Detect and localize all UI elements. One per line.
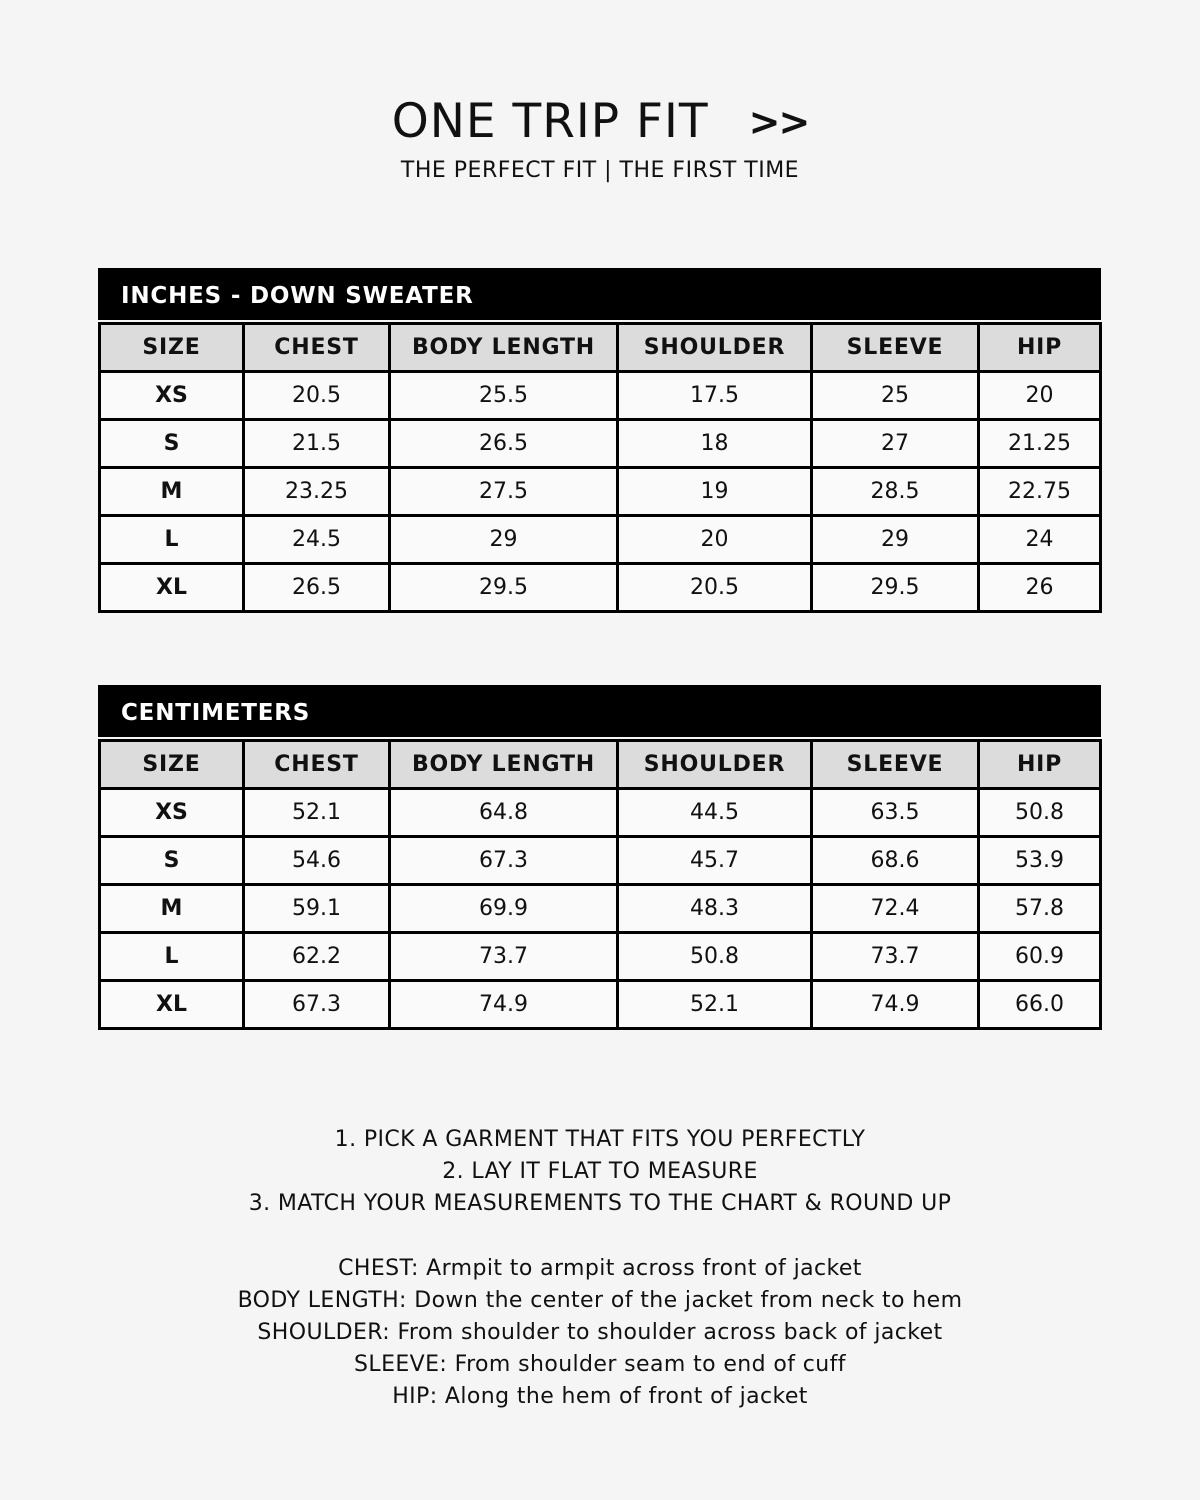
- hip-cell: 66.0: [979, 981, 1101, 1029]
- table-row: [100, 372, 1101, 420]
- shoulder-cell: 45.7: [618, 837, 812, 885]
- chest-cell: 62.2: [244, 933, 390, 981]
- size-cell: M: [100, 468, 244, 516]
- definition-shoulder: SHOULDER: From shoulder to shoulder across back of jacket: [257, 1320, 943, 1345]
- sleeve-cell: 25: [812, 372, 979, 420]
- body-length-cell: 73.7: [390, 933, 618, 981]
- sleeve-cell: 29: [812, 516, 979, 564]
- chest-cell: 52.1: [244, 789, 390, 837]
- size-cell: S: [100, 420, 244, 468]
- hip-cell: 21.25: [979, 420, 1101, 468]
- table-row: [100, 837, 1101, 885]
- instruction-steps: [0, 1124, 1200, 1220]
- shoulder-cell: 50.8: [618, 933, 812, 981]
- instruction-step: 1. PICK A GARMENT THAT FITS YOU PERFECTLY: [334, 1127, 866, 1152]
- sleeve-cell: 27: [812, 420, 979, 468]
- body-length-cell: 29.5: [390, 564, 618, 612]
- hip-cell: 26: [979, 564, 1101, 612]
- hip-cell: 60.9: [979, 933, 1101, 981]
- size-cell: L: [100, 516, 244, 564]
- body-length-cell: 25.5: [390, 372, 618, 420]
- sleeve-cell: 72.4: [812, 885, 979, 933]
- measurement-definitions: [0, 1253, 1200, 1413]
- chest-cell: 26.5: [244, 564, 390, 612]
- column-header-chest: CHEST: [244, 324, 390, 372]
- sleeve-cell: 68.6: [812, 837, 979, 885]
- chest-cell: 20.5: [244, 372, 390, 420]
- table-title: INCHES - DOWN SWEATER: [98, 268, 1101, 320]
- sleeve-cell: 29.5: [812, 564, 979, 612]
- shoulder-cell: 44.5: [618, 789, 812, 837]
- definition-sleeve: SLEEVE: From shoulder seam to end of cuff: [354, 1352, 846, 1377]
- sleeve-cell: 74.9: [812, 981, 979, 1029]
- sleeve-cell: 28.5: [812, 468, 979, 516]
- column-header-sleeve: SLEEVE: [812, 324, 979, 372]
- hip-cell: 24: [979, 516, 1101, 564]
- size-cell: M: [100, 885, 244, 933]
- column-header-body-length: BODY LENGTH: [390, 324, 618, 372]
- size-cell: XS: [100, 372, 244, 420]
- instruction-step: 3. MATCH YOUR MEASUREMENTS TO THE CHART & ROUND UP: [248, 1191, 952, 1216]
- body-length-cell: 64.8: [390, 789, 618, 837]
- chest-cell: 67.3: [244, 981, 390, 1029]
- hip-cell: 57.8: [979, 885, 1101, 933]
- definition-hip: HIP: Along the hem of front of jacket: [392, 1384, 808, 1409]
- column-header-size: SIZE: [100, 741, 244, 789]
- definition-chest: CHEST: Armpit to armpit across front of jacket: [338, 1256, 862, 1281]
- shoulder-cell: 48.3: [618, 885, 812, 933]
- centimeters-size-table: [98, 685, 1101, 1030]
- column-header-hip: HIP: [979, 741, 1101, 789]
- chest-cell: 59.1: [244, 885, 390, 933]
- column-header-hip: HIP: [979, 324, 1101, 372]
- table-title: CENTIMETERS: [98, 685, 1101, 737]
- chest-cell: 21.5: [244, 420, 390, 468]
- table-row: [100, 933, 1101, 981]
- double-chevron-right-icon: >>: [748, 100, 809, 144]
- shoulder-cell: 19: [618, 468, 812, 516]
- page-header: [0, 92, 1200, 183]
- instruction-step: 2. LAY IT FLAT TO MEASURE: [442, 1159, 758, 1184]
- column-header-size: SIZE: [100, 324, 244, 372]
- table-row: [100, 885, 1101, 933]
- size-cell: XL: [100, 564, 244, 612]
- chest-cell: 23.25: [244, 468, 390, 516]
- definition-body-length: BODY LENGTH: Down the center of the jacket from neck to hem: [237, 1288, 963, 1313]
- column-header-body-length: BODY LENGTH: [390, 741, 618, 789]
- page-title: ONE TRIP FIT: [391, 94, 709, 149]
- chest-cell: 54.6: [244, 837, 390, 885]
- size-chart-table: [98, 739, 1102, 1030]
- sleeve-cell: 63.5: [812, 789, 979, 837]
- hip-cell: 50.8: [979, 789, 1101, 837]
- body-length-cell: 27.5: [390, 468, 618, 516]
- measuring-instructions: [0, 1124, 1200, 1413]
- size-cell: XL: [100, 981, 244, 1029]
- column-header-shoulder: SHOULDER: [618, 741, 812, 789]
- size-cell: S: [100, 837, 244, 885]
- sleeve-cell: 73.7: [812, 933, 979, 981]
- chest-cell: 24.5: [244, 516, 390, 564]
- page-subtitle: THE PERFECT FIT | THE FIRST TIME: [400, 158, 800, 183]
- table-row: [100, 516, 1101, 564]
- table-row: [100, 981, 1101, 1029]
- body-length-cell: 74.9: [390, 981, 618, 1029]
- column-header-chest: CHEST: [244, 741, 390, 789]
- body-length-cell: 69.9: [390, 885, 618, 933]
- table-header-row: [100, 741, 1101, 789]
- inches-size-table: [98, 268, 1101, 613]
- size-chart-table: [98, 322, 1102, 613]
- title-row: [0, 92, 1200, 152]
- body-length-cell: 26.5: [390, 420, 618, 468]
- shoulder-cell: 52.1: [618, 981, 812, 1029]
- hip-cell: 20: [979, 372, 1101, 420]
- table-row: [100, 420, 1101, 468]
- size-cell: L: [100, 933, 244, 981]
- table-row: [100, 564, 1101, 612]
- shoulder-cell: 17.5: [618, 372, 812, 420]
- table-header-row: [100, 324, 1101, 372]
- hip-cell: 22.75: [979, 468, 1101, 516]
- hip-cell: 53.9: [979, 837, 1101, 885]
- body-length-cell: 67.3: [390, 837, 618, 885]
- column-header-shoulder: SHOULDER: [618, 324, 812, 372]
- shoulder-cell: 20.5: [618, 564, 812, 612]
- size-cell: XS: [100, 789, 244, 837]
- table-row: [100, 468, 1101, 516]
- column-header-sleeve: SLEEVE: [812, 741, 979, 789]
- table-row: [100, 789, 1101, 837]
- shoulder-cell: 18: [618, 420, 812, 468]
- body-length-cell: 29: [390, 516, 618, 564]
- shoulder-cell: 20: [618, 516, 812, 564]
